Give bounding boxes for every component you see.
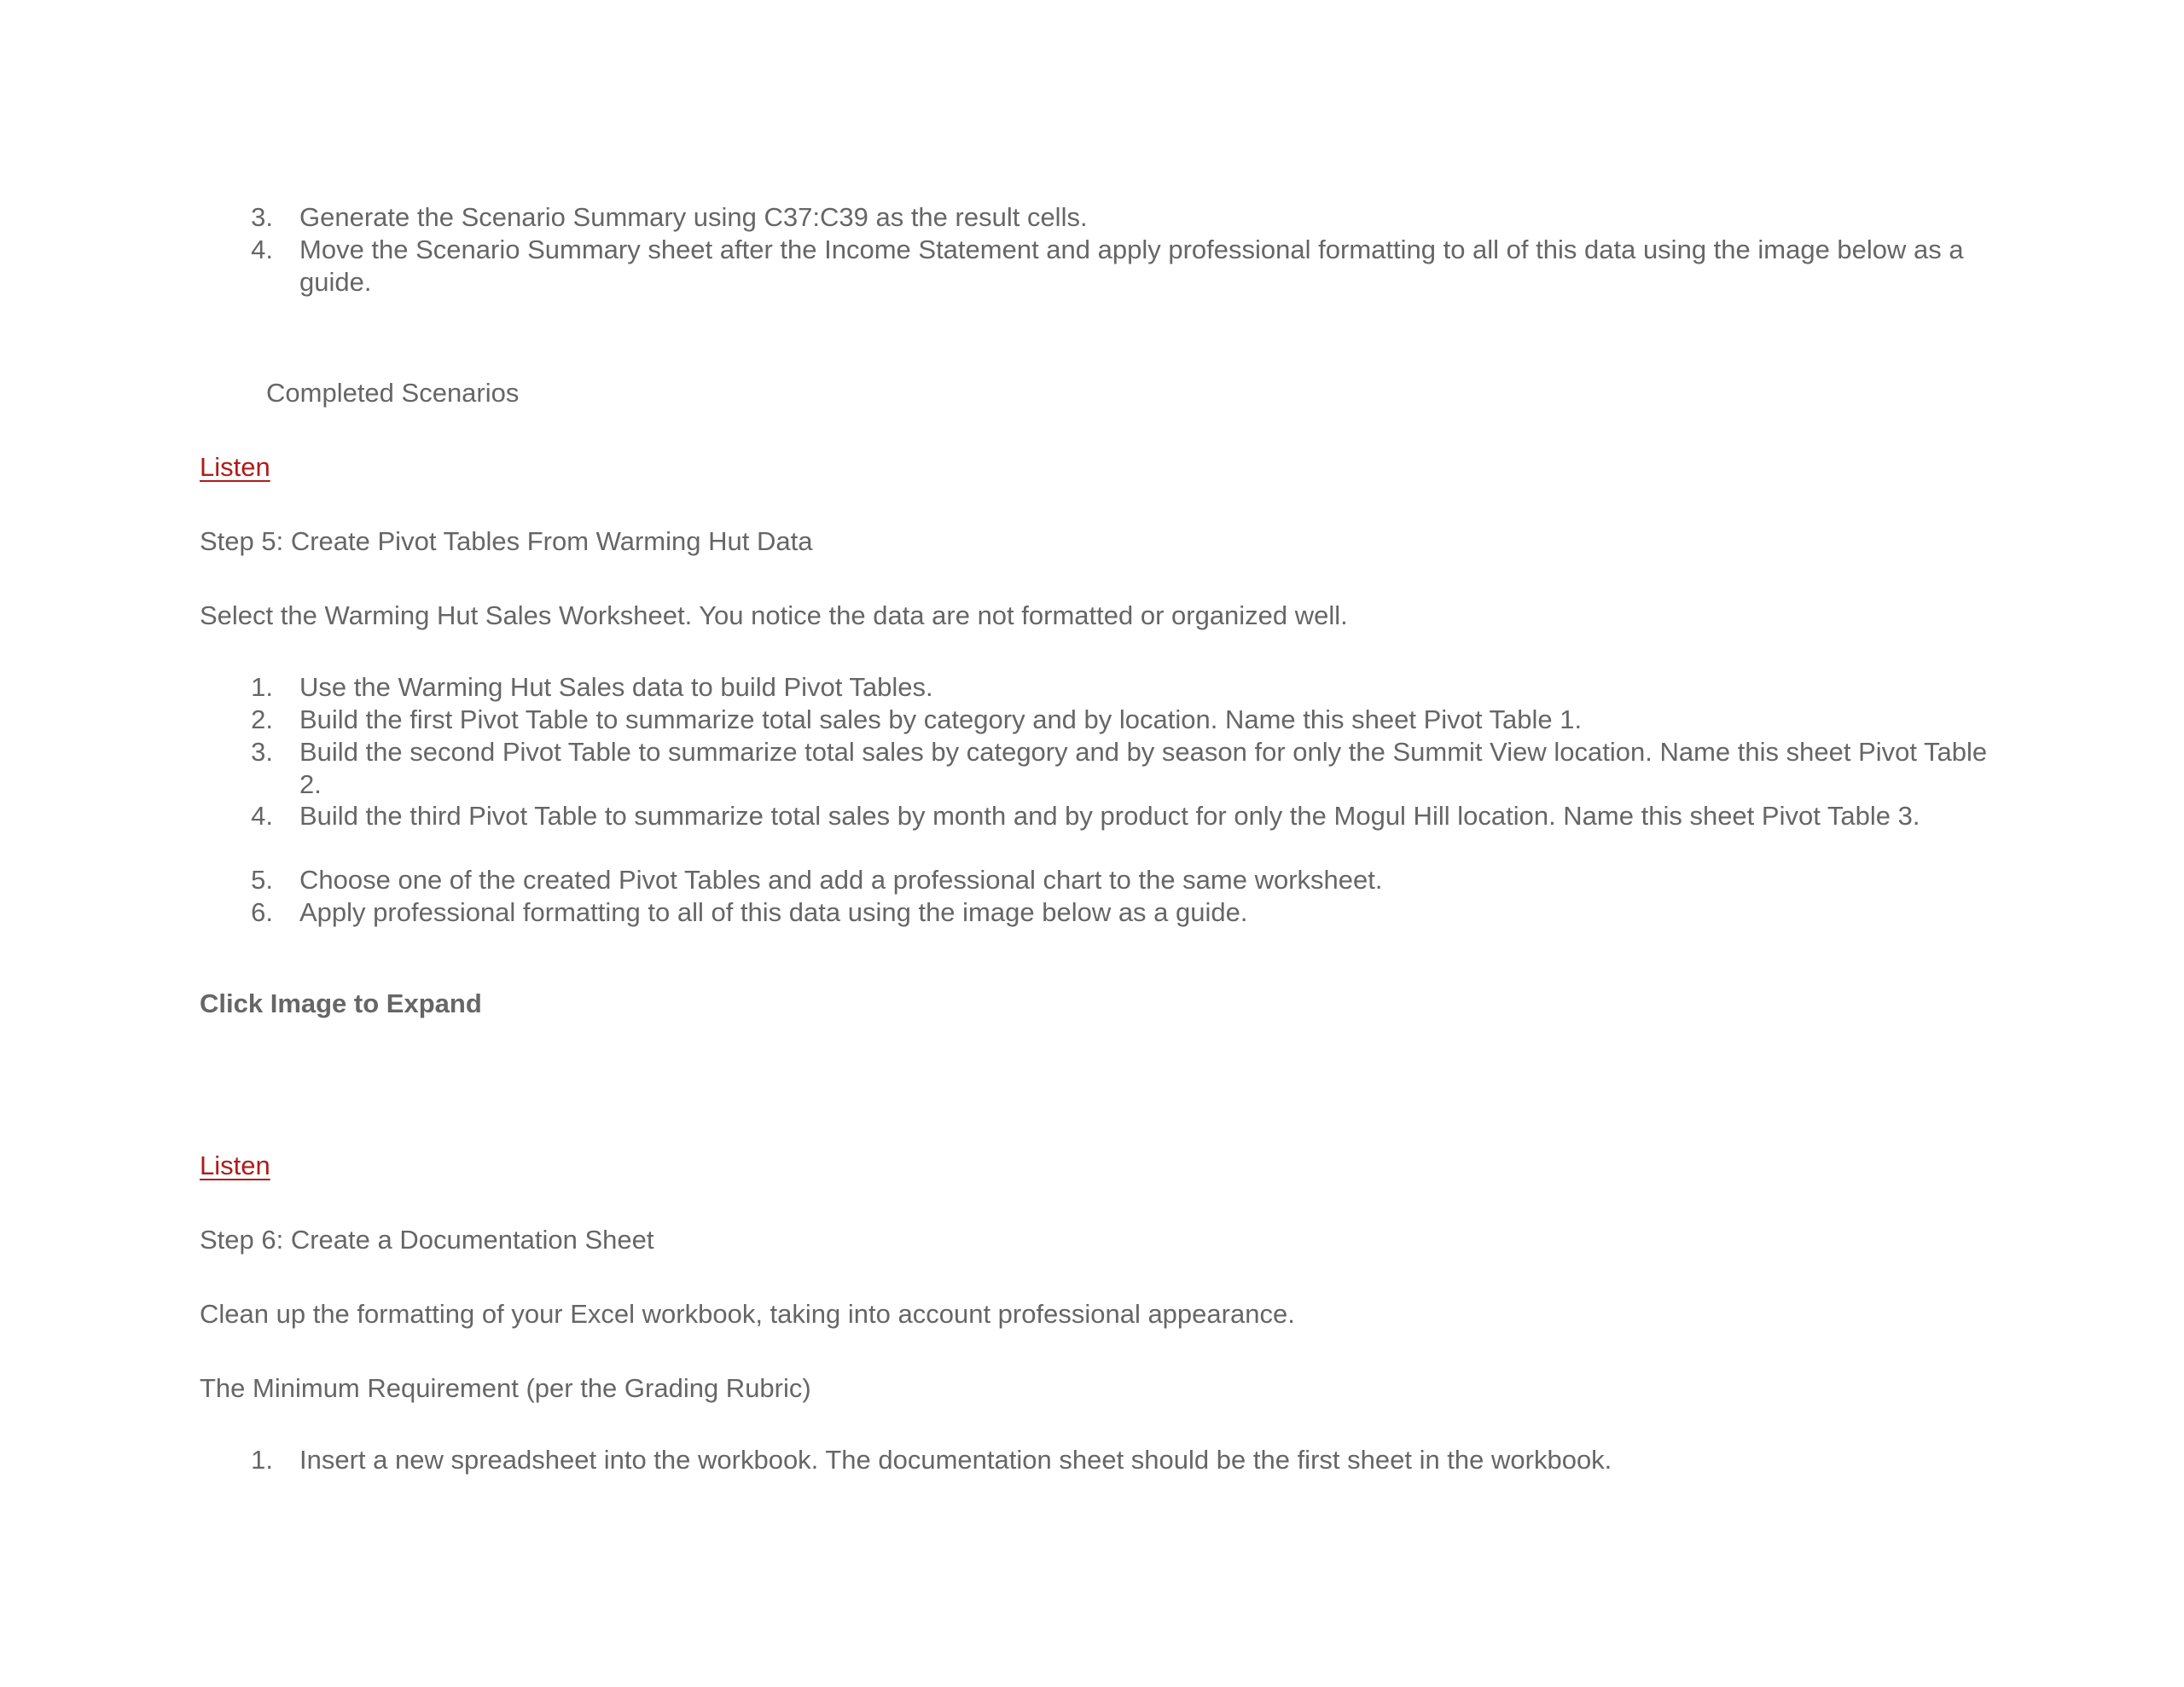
list-item-text: Use the Warming Hut Sales data to build Pivot Tables. [299, 672, 933, 702]
step5-intro: Select the Warming Hut Sales Worksheet. You notice the data are not formatted or organized well. [200, 600, 1348, 630]
list-number: 2. [251, 704, 273, 734]
step6-intro: Clean up the formatting of your Excel workbook, taking into account professional appearance. [200, 1299, 1295, 1329]
list-item-text: Insert a new spreadsheet into the workbook. The documentation sheet should be the first sheet in the workbook. [299, 1445, 1612, 1475]
list-number: 1. [251, 1445, 273, 1475]
step5-title: Step 5: Create Pivot Tables From Warming Hut Data [200, 526, 813, 556]
list-item-text: Apply professional formatting to all of this data using the image below as a guide. [299, 897, 1248, 927]
list-number: 4. [251, 235, 273, 264]
completed-scenarios-caption: Completed Scenarios [266, 378, 520, 408]
list-item-text: Build the third Pivot Table to summarize total sales by month and by product for only the Mogul Hill location. Name this sheet Pivot Table 3. [299, 801, 1920, 831]
list-item-text: Choose one of the created Pivot Tables and add a professional chart to the same worksheet. [299, 865, 1383, 895]
list-number: 3. [251, 737, 273, 767]
list-number: 6. [251, 897, 273, 927]
list-item-text: Move the Scenario Summary sheet after the Income Statement and apply professional formatting to all of this data using the image below as a guide. [299, 235, 1964, 297]
list-item-text: Build the first Pivot Table to summarize total sales by category and by location. Name this sheet Pivot Table 1. [299, 704, 1583, 734]
listen-link[interactable]: Listen [200, 452, 270, 482]
list-number: 3. [251, 202, 273, 232]
list-item-text: Generate the Scenario Summary using C37:C39 as the result cells. [299, 202, 1088, 232]
step6-title: Step 6: Create a Documentation Sheet [200, 1225, 654, 1255]
list-number: 5. [251, 865, 273, 895]
click-image-to-expand[interactable]: Click Image to Expand [200, 988, 482, 1018]
list-number: 4. [251, 801, 273, 831]
minimum-requirement-heading: The Minimum Requirement (per the Grading Rubric) [200, 1373, 811, 1403]
list-item-text: Build the second Pivot Table to summarize total sales by category and by season for only the Summit View location. Name this sheet Pivot Table 2. [299, 737, 1988, 799]
listen-link[interactable]: Listen [200, 1151, 270, 1180]
list-number: 1. [251, 672, 273, 702]
